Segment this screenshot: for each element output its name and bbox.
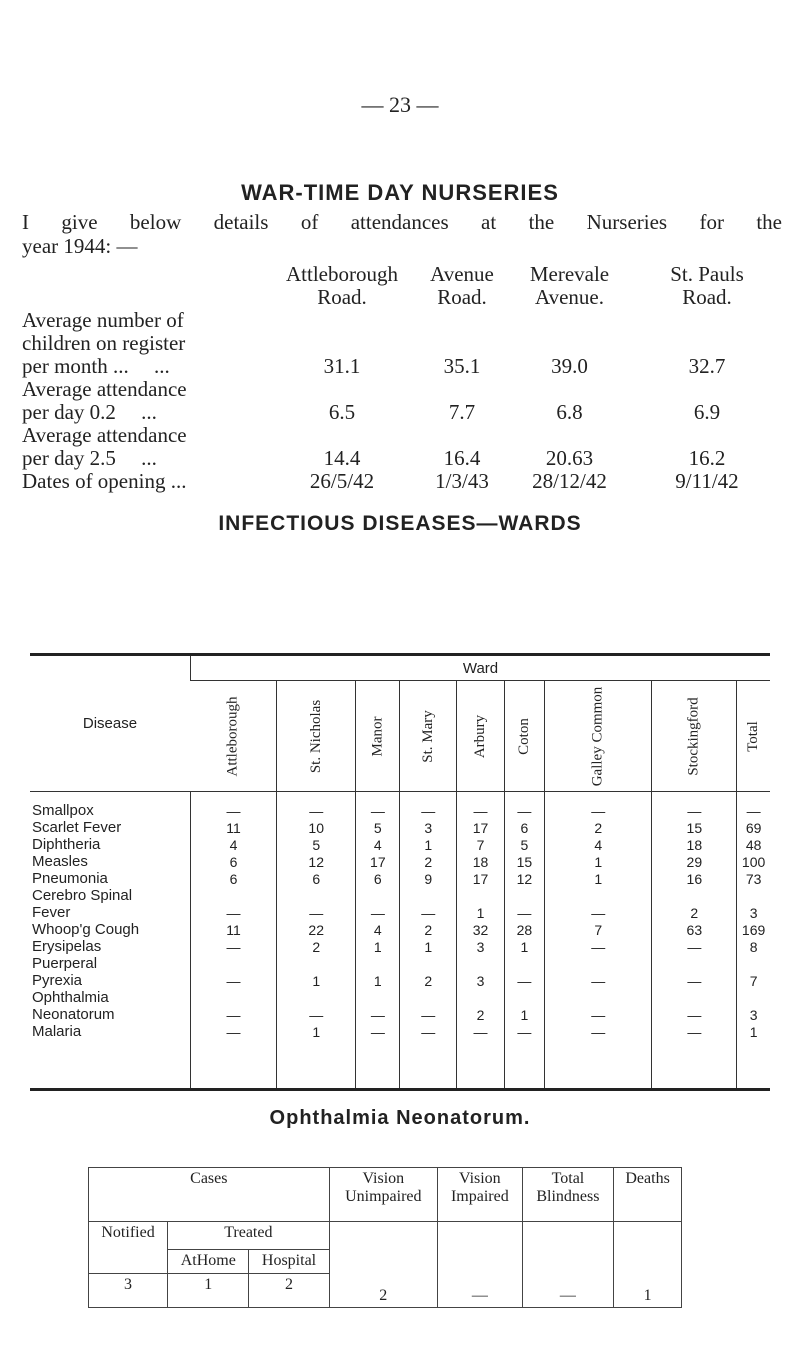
value-cell: 16.2 bbox=[688, 446, 726, 470]
header-line: Unimpaired bbox=[345, 1188, 422, 1205]
table-row bbox=[30, 887, 770, 904]
row-label bbox=[22, 400, 272, 425]
ophthalmia-table bbox=[88, 1167, 682, 1308]
table-cell: 3 bbox=[400, 819, 457, 836]
col-header: Attleborough bbox=[286, 262, 398, 286]
disease-name: Puerperal bbox=[32, 955, 98, 972]
table-cell: 2 bbox=[400, 972, 457, 989]
nursery-summary bbox=[22, 262, 782, 492]
table-cell: 5 bbox=[277, 836, 356, 853]
table-cell: — bbox=[191, 972, 277, 989]
table-cell: 28 bbox=[504, 921, 544, 938]
summary-row-opening-dates bbox=[22, 469, 782, 492]
table-cell: 2 bbox=[277, 938, 356, 955]
treated-header: Treated bbox=[168, 1222, 330, 1250]
value-cell: 1/3/43 bbox=[435, 469, 489, 493]
table-cell: — bbox=[545, 904, 652, 921]
value-cell: 7.7 bbox=[448, 400, 476, 424]
notified-header: Notified bbox=[89, 1222, 168, 1274]
table-cell: — bbox=[545, 1023, 652, 1040]
table-cell: 18 bbox=[457, 853, 504, 870]
table-cell: — bbox=[356, 904, 400, 921]
table-cell: 18 bbox=[652, 836, 737, 853]
disease-name: Pyrexia bbox=[32, 972, 83, 989]
table-cell: 6 bbox=[277, 870, 356, 887]
leader-dots: ... bbox=[141, 400, 157, 424]
table-cell: 1 bbox=[457, 904, 504, 921]
table-cell: — bbox=[457, 1023, 504, 1040]
table-cell: — bbox=[191, 1023, 277, 1040]
table-row bbox=[30, 1006, 770, 1023]
disease-name: Malaria bbox=[32, 1023, 82, 1040]
table-cell bbox=[457, 989, 504, 1006]
table-row bbox=[30, 955, 770, 972]
table-cell: 1 bbox=[356, 938, 400, 955]
table-cell: 4 bbox=[356, 836, 400, 853]
row-label-text: per day 2.5 bbox=[22, 446, 116, 470]
table-cell: — bbox=[400, 1023, 457, 1040]
table-row bbox=[30, 938, 770, 955]
table-cell bbox=[400, 887, 457, 904]
at-home-header: AtHome bbox=[168, 1250, 249, 1274]
value-cell: 16.4 bbox=[443, 446, 481, 470]
table-cell: — bbox=[504, 1023, 544, 1040]
table-cell bbox=[652, 989, 737, 1006]
table-cell: 11 bbox=[191, 819, 277, 836]
ward-header: Ward bbox=[191, 655, 771, 681]
table-cell bbox=[191, 887, 277, 904]
ward-column-label: Galley Common bbox=[589, 686, 606, 787]
table-cell: — bbox=[400, 1006, 457, 1023]
disease-name: Scarlet Fever bbox=[32, 819, 122, 836]
table-cell bbox=[545, 989, 652, 1006]
table-cell: 17 bbox=[457, 870, 504, 887]
deaths-value: 1 bbox=[614, 1222, 682, 1308]
infectious-diseases-table bbox=[30, 653, 770, 1091]
table-cell: 100 bbox=[737, 853, 770, 870]
intro-paragraph bbox=[22, 210, 782, 258]
table-row bbox=[30, 921, 770, 938]
disease-column-header: Disease bbox=[30, 655, 191, 792]
page-number: — 23 — bbox=[361, 92, 439, 117]
total-blindness-header bbox=[522, 1168, 614, 1222]
table-row bbox=[30, 1023, 770, 1040]
table-cell: 2 bbox=[400, 853, 457, 870]
summary-row-attendance-2-5 bbox=[22, 423, 782, 469]
table-cell bbox=[400, 989, 457, 1006]
table-cell: 1 bbox=[400, 836, 457, 853]
table-cell: 7 bbox=[457, 836, 504, 853]
ward-column-label: Manor bbox=[369, 716, 386, 757]
value-cell: 31.1 bbox=[323, 354, 361, 378]
hospital-value: 2 bbox=[249, 1274, 329, 1308]
table-cell: 2 bbox=[457, 1006, 504, 1023]
table-cell: 3 bbox=[737, 1006, 770, 1023]
table-cell bbox=[504, 989, 544, 1006]
table-cell: — bbox=[191, 938, 277, 955]
table-cell: — bbox=[356, 1023, 400, 1040]
table-cell: — bbox=[652, 938, 737, 955]
table-cell: — bbox=[545, 1006, 652, 1023]
intro-line-2: year 1944: — bbox=[22, 234, 138, 258]
col-header: Avenue bbox=[430, 262, 494, 286]
disease-name: Cerebro Spinal bbox=[32, 887, 133, 904]
summary-row-attendance-0-2 bbox=[22, 377, 782, 423]
table-cell: 3 bbox=[457, 972, 504, 989]
table-cell bbox=[457, 887, 504, 904]
col-header: Road. bbox=[437, 285, 487, 309]
value-cell: 39.0 bbox=[551, 354, 588, 378]
table-cell: 6 bbox=[191, 853, 277, 870]
table-cell: 17 bbox=[356, 853, 400, 870]
disease-name: Neonatorum bbox=[32, 1006, 115, 1023]
value-cell: 28/12/42 bbox=[532, 469, 607, 493]
header-line: Total bbox=[551, 1170, 585, 1187]
table-cell: 4 bbox=[191, 836, 277, 853]
table-cell: — bbox=[457, 802, 504, 819]
table-cell: 6 bbox=[191, 870, 277, 887]
table-cell: 29 bbox=[652, 853, 737, 870]
summary-row-register bbox=[22, 308, 782, 377]
table-row bbox=[30, 904, 770, 921]
row-label bbox=[22, 354, 272, 379]
vision-impaired-value: — bbox=[437, 1222, 522, 1308]
table-cell: 1 bbox=[545, 853, 652, 870]
table-cell bbox=[652, 955, 737, 972]
table-cell: 2 bbox=[400, 921, 457, 938]
table-cell bbox=[191, 955, 277, 972]
table-cell: — bbox=[277, 1006, 356, 1023]
table-cell: 12 bbox=[277, 853, 356, 870]
table-cell bbox=[400, 955, 457, 972]
table-cell: 16 bbox=[652, 870, 737, 887]
row-label bbox=[22, 446, 272, 471]
deaths-header: Deaths bbox=[614, 1168, 682, 1222]
table-cell: 3 bbox=[457, 938, 504, 955]
table-cell: — bbox=[652, 972, 737, 989]
table-cell: 9 bbox=[400, 870, 457, 887]
table-cell: — bbox=[504, 904, 544, 921]
disease-name: Erysipelas bbox=[32, 938, 102, 955]
vision-unimpaired-value: 2 bbox=[329, 1222, 437, 1308]
table-cell: 15 bbox=[504, 853, 544, 870]
table-cell bbox=[545, 955, 652, 972]
table-cell bbox=[356, 955, 400, 972]
table-cell: 6 bbox=[504, 819, 544, 836]
summary-header-row-1 bbox=[22, 262, 782, 285]
table-cell: — bbox=[277, 904, 356, 921]
vision-impaired-header bbox=[437, 1168, 522, 1222]
disease-name: Smallpox bbox=[32, 802, 94, 819]
ward-column-label: St. Nicholas bbox=[307, 699, 324, 774]
table-cell: 7 bbox=[545, 921, 652, 938]
table-cell bbox=[652, 887, 737, 904]
header-line: Vision bbox=[458, 1170, 501, 1187]
total-blindness-value: — bbox=[522, 1222, 614, 1308]
ward-column-header bbox=[545, 681, 652, 792]
table-cell: 169 bbox=[737, 921, 770, 938]
ward-column-header bbox=[737, 681, 770, 792]
table-cell bbox=[504, 955, 544, 972]
col-header: Merevale bbox=[529, 262, 610, 286]
table-cell bbox=[737, 955, 770, 972]
table-cell bbox=[737, 887, 770, 904]
table-cell: 17 bbox=[457, 819, 504, 836]
table-cell: 32 bbox=[457, 921, 504, 938]
table-cell bbox=[504, 887, 544, 904]
section-heading: WAR-TIME DAY NURSERIES bbox=[241, 180, 559, 205]
col-header: Road. bbox=[682, 285, 732, 309]
table-cell: 1 bbox=[356, 972, 400, 989]
table-cell: 1 bbox=[504, 938, 544, 955]
table-cell bbox=[545, 887, 652, 904]
summary-header-row-2 bbox=[22, 285, 782, 308]
table-row bbox=[30, 802, 770, 819]
table-cell: 69 bbox=[737, 819, 770, 836]
ward-column-header bbox=[356, 681, 400, 792]
table-cell: — bbox=[652, 802, 737, 819]
ophthalmia-heading: Ophthalmia Neonatorum. bbox=[269, 1107, 531, 1129]
table-cell: 2 bbox=[652, 904, 737, 921]
value-cell: 35.1 bbox=[443, 354, 481, 378]
table-cell: — bbox=[356, 802, 400, 819]
at-home-value: 1 bbox=[168, 1274, 249, 1308]
table-cell: — bbox=[652, 1023, 737, 1040]
table-cell: 4 bbox=[356, 921, 400, 938]
cases-header: Cases bbox=[89, 1168, 330, 1222]
row-label: Dates of opening ... bbox=[22, 469, 187, 493]
table-cell: — bbox=[545, 802, 652, 819]
table-cell bbox=[457, 955, 504, 972]
table-cell: — bbox=[191, 802, 277, 819]
row-label: Average attendance bbox=[22, 377, 187, 401]
table-cell: — bbox=[191, 904, 277, 921]
row-label-text: per day 0.2 bbox=[22, 400, 116, 424]
table-cell bbox=[191, 989, 277, 1006]
hospital-header: Hospital bbox=[249, 1250, 329, 1274]
table-row bbox=[30, 870, 770, 887]
table-cell: 1 bbox=[737, 1023, 770, 1040]
table-cell bbox=[737, 989, 770, 1006]
table-cell: 48 bbox=[737, 836, 770, 853]
table-cell: 1 bbox=[277, 972, 356, 989]
row-label-text: per month ... bbox=[22, 354, 129, 378]
table-cell: 5 bbox=[504, 836, 544, 853]
table-cell: — bbox=[400, 904, 457, 921]
table-cell: 1 bbox=[545, 870, 652, 887]
infectious-diseases-heading: INFECTIOUS DISEASES—WARDS bbox=[218, 512, 582, 535]
table-cell: — bbox=[400, 802, 457, 819]
value-cell: 9/11/42 bbox=[675, 469, 739, 493]
table-cell: — bbox=[277, 802, 356, 819]
row-label: Average attendance bbox=[22, 423, 187, 447]
ward-column-header bbox=[400, 681, 457, 792]
table-bottom-row bbox=[30, 1040, 770, 1090]
ward-column-header bbox=[457, 681, 504, 792]
table-cell: — bbox=[191, 1006, 277, 1023]
table-row bbox=[30, 853, 770, 870]
table-cell: — bbox=[737, 802, 770, 819]
value-cell: 6.5 bbox=[328, 400, 356, 424]
table-cell: 15 bbox=[652, 819, 737, 836]
table-cell: 4 bbox=[545, 836, 652, 853]
row-label: children on register bbox=[22, 331, 186, 355]
table-cell: — bbox=[504, 972, 544, 989]
disease-name: Diphtheria bbox=[32, 836, 101, 853]
disease-name: Pneumonia bbox=[32, 870, 108, 887]
table-cell: 8 bbox=[737, 938, 770, 955]
vision-unimpaired-header bbox=[329, 1168, 437, 1222]
table-cell: 3 bbox=[737, 904, 770, 921]
table-cell bbox=[277, 887, 356, 904]
table-cell: — bbox=[545, 972, 652, 989]
intro-line-1: I give below details of attendances at the Nurseries for the bbox=[22, 210, 782, 234]
table-cell: — bbox=[545, 938, 652, 955]
ward-column-header bbox=[652, 681, 737, 792]
table-cell: — bbox=[504, 802, 544, 819]
table-row bbox=[30, 819, 770, 836]
table-cell bbox=[277, 955, 356, 972]
table-cell: 1 bbox=[400, 938, 457, 955]
table-cell: — bbox=[356, 1006, 400, 1023]
value-cell: 32.7 bbox=[688, 354, 726, 378]
disease-name: Fever bbox=[32, 904, 71, 921]
header-line: Impaired bbox=[450, 1188, 509, 1205]
ward-column-label: St. Mary bbox=[419, 710, 436, 763]
value-cell: 20.63 bbox=[545, 446, 594, 470]
table-cell bbox=[356, 989, 400, 1006]
ward-column-label: Stockingford bbox=[685, 697, 702, 776]
table-cell: 7 bbox=[737, 972, 770, 989]
table-cell: 11 bbox=[191, 921, 277, 938]
spacer-row bbox=[30, 792, 770, 803]
col-header: St. Pauls bbox=[670, 262, 744, 286]
table-cell bbox=[356, 887, 400, 904]
value-cell: 26/5/42 bbox=[309, 469, 375, 493]
table-cell: 2 bbox=[545, 819, 652, 836]
table-cell: 5 bbox=[356, 819, 400, 836]
leader-dots: ... bbox=[141, 446, 157, 470]
ward-column-label: Total bbox=[745, 721, 762, 752]
table-row bbox=[30, 989, 770, 1006]
table-cell: 1 bbox=[277, 1023, 356, 1040]
header-line: Vision bbox=[362, 1170, 405, 1187]
disease-name: Ophthalmia bbox=[32, 989, 109, 1006]
table-row bbox=[30, 836, 770, 853]
ward-column-header bbox=[504, 681, 544, 792]
table-cell: 10 bbox=[277, 819, 356, 836]
value-cell: 6.8 bbox=[556, 400, 583, 424]
table-cell: 12 bbox=[504, 870, 544, 887]
table-cell: 22 bbox=[277, 921, 356, 938]
table-cell: — bbox=[652, 1006, 737, 1023]
table-cell: 63 bbox=[652, 921, 737, 938]
ward-column-label: Coton bbox=[515, 718, 532, 755]
col-header: Road. bbox=[317, 285, 367, 309]
row-label: Average number of bbox=[22, 308, 184, 332]
value-cell: 14.4 bbox=[323, 446, 361, 470]
ward-column-label: Attleborough bbox=[224, 696, 241, 777]
table-row bbox=[30, 972, 770, 989]
table-cell: 73 bbox=[737, 870, 770, 887]
table-cell: 6 bbox=[356, 870, 400, 887]
ward-column-label: Arbury bbox=[472, 714, 489, 759]
notified-value: 3 bbox=[89, 1274, 168, 1308]
col-header: Avenue. bbox=[535, 285, 604, 309]
ward-column-header bbox=[191, 681, 277, 792]
header-line: Blindness bbox=[536, 1188, 600, 1205]
table-cell: 1 bbox=[504, 1006, 544, 1023]
ward-column-header bbox=[277, 681, 356, 792]
disease-name: Measles bbox=[32, 853, 88, 870]
leader-dots: ... bbox=[153, 354, 170, 378]
value-cell: 6.9 bbox=[693, 400, 721, 424]
table-cell bbox=[277, 989, 356, 1006]
disease-name: Whoop'g Cough bbox=[32, 921, 140, 938]
